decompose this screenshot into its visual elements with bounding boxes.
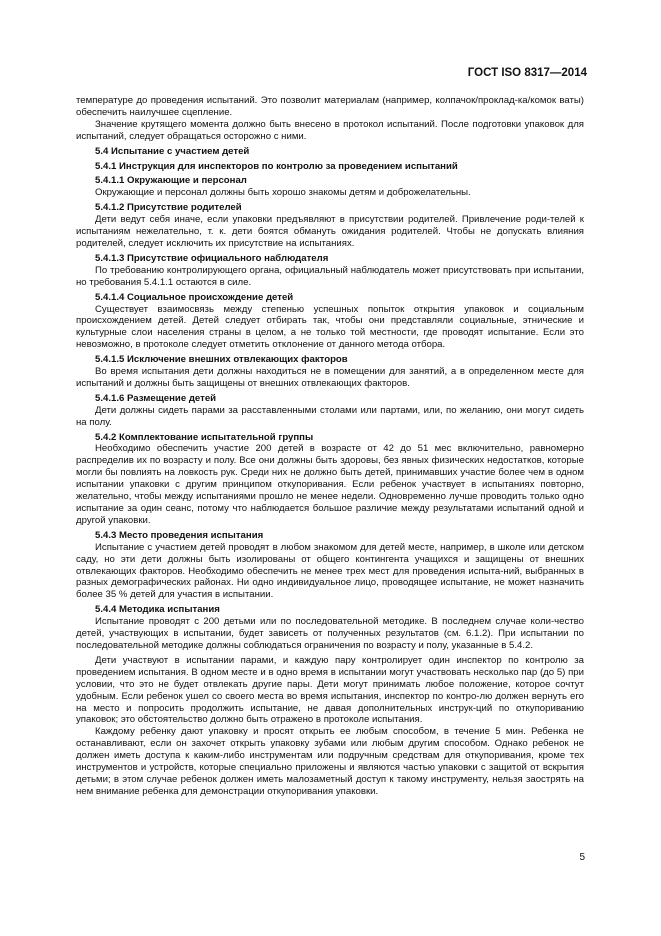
page-number: 5 [579, 852, 585, 863]
paragraph: Испытание проводят с 200 детьми или по последовательной методике. В последнем случае коли-чество детей, участвующих в испытании, будет зависеть от полученных результатов (см. 6.1.2). При испытании по последовательной методике должны соблюдаться ограничения по возрасту и полу, указанные в 5.4.2. [76, 616, 584, 651]
section-heading-5-4-1-5: 5.4.1.5 Исключение внешних отвлекающих факторов [95, 354, 348, 366]
paragraph: Дети должны сидеть парами за расставленными столами или партами, или, по желанию, они могут сидеть на полу. [76, 404, 584, 428]
section-heading-5-4-2: 5.4.2 Комплектование испытательной группы [95, 431, 314, 443]
document-body [76, 95, 584, 798]
paragraph: Существует взаимосвязь между степенью успешных попыток открытия упаковок и социальным происхождением детей. Детей следует отбирать так, чтобы они представляли социальные, этнические и культурные слои населения страны в целом, а не только той местности, где проводят испытание. Если это невозможно, в протоколе следует отметить отклонение от данного метода отбора. [76, 303, 584, 351]
section-heading-5-4-1-4: 5.4.1.4 Социальное происхождение детей [95, 291, 294, 303]
section-heading-5-4-1-3: 5.4.1.3 Присутствие официального наблюдателя [95, 252, 329, 264]
paragraph: По требованию контролирующего органа, официальный наблюдатель может присутствовать при испытании, но требования 5.4.1.1 остаются в силе. [76, 264, 584, 288]
paragraph: Необходимо обеспечить участие 200 детей в возрасте от 42 до 51 мес включительно, равномерно распределив их по возрасту и полу. Все они должны быть здоровы, без явных физических недостатков, которые могли бы повлиять на ловкость рук. Среди них не должно быть детей, принимавших участие более чем в одном испытании упаковки с другим принципом откупоривания. Если ребенок участвует в испытаниях повторно, желательно, чтобы между испытаниями прошло не менее недели. Одновременно лучше проводить только одно испытание за один сеанс, потому что наблюдается большое различие между результатами испытаний одной и другой упаковки. [76, 443, 584, 526]
paragraph: Значение крутящего момента должно быть внесено в протокол испытаний. После подготовки упаковок для испытаний, следует обращаться осторожно с ними. [76, 118, 584, 142]
section-heading-5-4-4: 5.4.4 Методика испытания [95, 604, 220, 616]
paragraph: Окружающие и персонал должны быть хорошо знакомы детям и доброжелательны. [95, 187, 471, 199]
paragraph: Каждому ребенку дают упаковку и просят открыть ее любым способом, в течение 5 мин. Ребенка не останавливают, если он захочет открыть упаковку зубами или любым другим способом. Однако ребенок не должен иметь доступа к каким-либо инструментам или подручным средствам для откупоривания, кроме тех инструментов и устройств, которые специально приложены и являются частью упаковки с защитой от вскрытия детьми; в этом случае ребенок должен иметь малозаметный доступ к такому инструменту, нельзя заострять на нем внимание ребенка для демонстрации откупоривания упаковки. [76, 726, 584, 797]
paragraph: Дети ведут себя иначе, если упаковки предъявляют в присутствии родителей. Привлечение роди-телей к испытаниям нежелательно, т. к. дети боятся обмануть ожидания родителей. Чтобы не допускать влияния родителей, следует исключить их присутствие на испытаниях. [76, 214, 584, 249]
section-heading-5-4-1-6: 5.4.1.6 Размещение детей [95, 392, 217, 404]
section-heading-5-4: 5.4 Испытание с участием детей [95, 145, 250, 157]
paragraph: Во время испытания дети должны находиться не в помещении для занятий, а в определенном месте для испытаний и должны быть защищены от внешних отвлекающих факторов. [76, 366, 584, 389]
section-heading-5-4-1-2: 5.4.1.2 Присутствие родителей [95, 202, 242, 214]
paragraph: температуре до проведения испытаний. Это позволит материалам (например, колпачок/проклад-ка/комок ваты) обеспечить наилучшее сцепление. [76, 95, 584, 118]
paragraph: Дети участвуют в испытании парами, и каждую пару контролирует один инспектор по контролю за проведением испытания. В одном месте и в одно время в испытании могут участвовать несколько пар (до 5) при условии, что это не будет отвлекать другие пары. Дети могут принимать любое положение, которое сочтут удобным. Если ребенок ушел со своего места во время испытания, инспектор по контро-лю должен вернуть его на место и попросить продолжить испытание, не давая дополнительных инструк-ций по откупориванию упаковок; это обстоятельство должно быть отражено в протоколе испытания. [76, 654, 584, 726]
document-standard-id: ГОСТ ISO 8317—2014 [467, 67, 587, 79]
section-heading-5-4-1-1: 5.4.1.1 Окружающие и персонал [95, 175, 247, 187]
section-heading-5-4-1: 5.4.1 Инструкция для инспекторов по контролю за проведением испытаний [95, 160, 458, 172]
paragraph: Испытание с участием детей проводят в любом знакомом для детей месте, например, в школе или детском саду, но эти дети должны быть изолированы от общего контингента учащихся и защищены от внешних отвлекающих факторов. Необходимо обеспечить не менее трех мест для проведения испыта-ний, выбранных в разных демографических районах. Ни одно индивидуальное лицо, проводящее испытание, не может назначить более 35 % детей для участия в испытании. [76, 541, 584, 601]
section-heading-5-4-3: 5.4.3 Место проведения испытания [95, 529, 264, 541]
